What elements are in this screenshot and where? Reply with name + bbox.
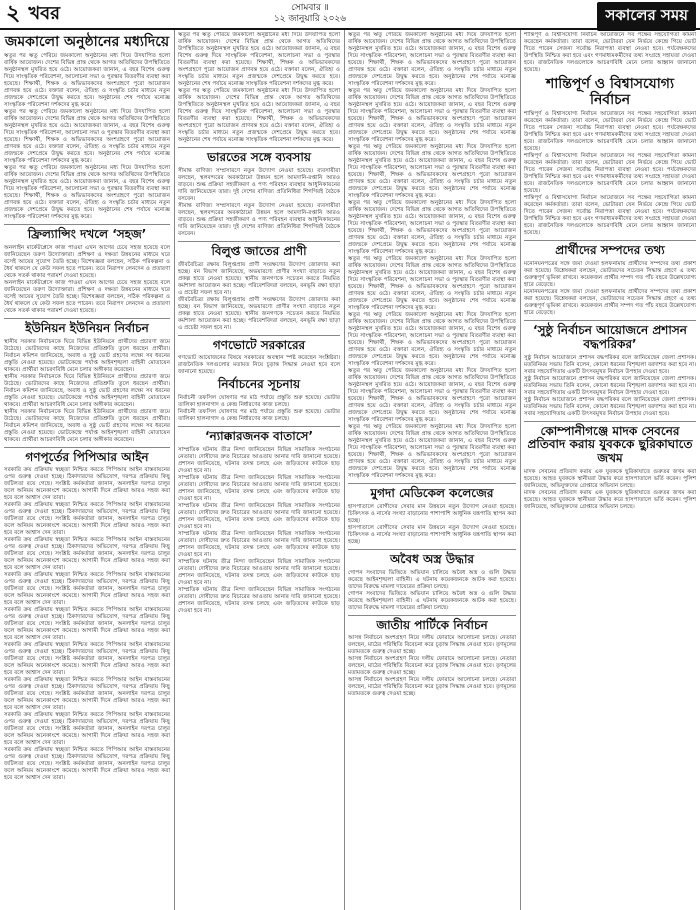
day: সোমবার ॥ bbox=[291, 3, 329, 13]
article-body: ঋতুর পর ঋতু পেরিয়ে জমকালো অনুষ্ঠানের মধ্য দিয়ে উদযাপিত হলো বার্ষিক আয়োজন। দেশের বিভিন্ন প্রান্ত থেকে আগত অতিথিদের উপস্থিতিতে অনুষ্ঠানস্থল মুখরিত হয়ে ওঠে। আয়োজকরা জানান, এ বছর বিশেষ গুরুত্ব দিয়ে সাংস্কৃতিক পরিবেশনা, আলোচনা সভা ও পুরস্কার বিতরণীর ব্যবস্থা করা হয়েছে। শিক্ষার্থী, শিক্ষক ও অভিভাবকদের অংশগ্রহণে পুরো আয়োজন প্রাণবন্ত হয়ে ওঠে। বক্তারা বলেন, ঐতিহ্য ও সংস্কৃতি চর্চার মাধ্যমে নতুন প্রজন্মকে দেশপ্রেমে উদ্বুদ্ধ করতে হবে। অনুষ্ঠানের শেষ পর্যায়ে মনোজ্ঞ সাংস্কৃতিক পরিবেশনা দর্শকদের মুগ্ধ করে। bbox=[348, 424, 516, 479]
article-body: আসন্ন নির্বাচনে অংশগ্রহণ নিয়ে দলীয় ফোরামে আলোচনা চলছে। নেতারা বলছেন, মাঠের পরিস্থিতি বিবেচনা করে চূড়ান্ত সিদ্ধান্ত নেওয়া হবে। তৃণমূলের মতামতকে গুরুত্ব দেওয়া হচ্ছে। bbox=[348, 677, 516, 698]
article-body: সাম্প্রতিক ঘটনায় তীব্র নিন্দা জানিয়েছেন বিভিন্ন সামাজিক সংগঠনের নেতারা। দোষীদের দ্রুত বিচারের আওতায় আনার দাবি জানানো হয়েছে। প্রশাসন জানিয়েছে, ঘটনার তদন্ত চলছে এবং জড়িতদের কাউকে ছাড় দেওয়া হবে না। bbox=[178, 530, 340, 558]
article-body: শান্তিপূর্ণ ও বিশ্বাসযোগ্য নির্বাচন আয়োজনে সব পক্ষের সহযোগিতা কামনা করেছেন কর্মকর্তারা। তারা বলেন, ভোটাররা যেন নির্ভয়ে কেন্দ্রে গিয়ে ভোট দিতে পারেন সেজন্য সর্বোচ্চ নিরাপত্তা ব্যবস্থা নেওয়া হবে। পর্যবেক্ষকদের উপস্থিতি নিশ্চিত করা হবে এবং গণমাধ্যমকর্মীদের তথ্য সংগ্রহে সহায়তা দেওয়া হবে। রাজনৈতিক দলগুলোকে আচরণবিধি মেনে চলার আহ্বান জানানো হয়েছে। bbox=[524, 153, 696, 195]
divider bbox=[348, 483, 516, 484]
divider bbox=[178, 147, 340, 148]
headline: ইউনিয়ন ইউনিয়ন নির্বাচন bbox=[25, 320, 149, 335]
article bbox=[4, 34, 170, 221]
column-1 bbox=[4, 32, 170, 907]
headline: গণপূর্তের পিপিআর আইন bbox=[25, 449, 149, 464]
article-body: সাম্প্রতিক ঘটনায় তীব্র নিন্দা জানিয়েছেন বিভিন্ন সামাজিক সংগঠনের নেতারা। দোষীদের দ্রুত বিচারের আওতায় আনার দাবি জানানো হয়েছে। প্রশাসন জানিয়েছে, ঘটনার তদন্ত চলছে এবং জড়িতদের কাউকে ছাড় দেওয়া হবে না। bbox=[178, 474, 340, 502]
article-body: শান্তিপূর্ণ ও বিশ্বাসযোগ্য নির্বাচন আয়োজনে সব পক্ষের সহযোগিতা কামনা করেছেন কর্মকর্তারা। তারা বলেন, ভোটাররা যেন নির্ভয়ে কেন্দ্রে গিয়ে ভোট দিতে পারেন সেজন্য সর্বোচ্চ নিরাপত্তা ব্যবস্থা নেওয়া হবে। পর্যবেক্ষকদের উপস্থিতি নিশ্চিত করা হবে এবং গণমাধ্যমকর্মীদের তথ্য সংগ্রহে সহায়তা দেওয়া হবে। রাজনৈতিক দলগুলোকে আচরণবিধি মেনে চলার আহ্বান জানানো হয়েছে। bbox=[524, 32, 696, 73]
article-body: সরকারি ক্রয় প্রক্রিয়ায় স্বচ্ছতা নিশ্চিত করতে পিপিআর আইন বাস্তবায়নের ওপর গুরুত্ব দেওয়া হচ্ছে। ঠিকাদারদের অভিযোগ, দরপত্র প্রক্রিয়ায় কিছু জটিলতা রয়ে গেছে। সংশ্লিষ্ট কর্মকর্তারা জানান, অনলাইন দরপত্র চালুর ফলে অনিয়ম অনেকাংশে কমেছে। আগামী দিনে প্রক্রিয়া আরও সহজ করা হবে বলে আশ্বাস দেন তারা। bbox=[4, 467, 170, 502]
article-body: গণভোট আয়োজনের বিষয়ে সরকারের অবস্থান স্পষ্ট করেছেন সংশ্লিষ্টরা। রাজনৈতিক দলগুলোর মতামত নিয়ে চূড়ান্ত সিদ্ধান্ত নেওয়া হবে বলে জানানো হয়েছে। bbox=[178, 355, 340, 376]
divider bbox=[348, 615, 516, 616]
column-2 bbox=[178, 32, 340, 907]
article-body: সরকারি ক্রয় প্রক্রিয়ায় স্বচ্ছতা নিশ্চিত করতে পিপিআর আইন বাস্তবায়নের ওপর গুরুত্ব দেওয়া হচ্ছে। ঠিকাদারদের অভিযোগ, দরপত্র প্রক্রিয়ায় কিছু জটিলতা রয়ে গেছে। সংশ্লিষ্ট কর্মকর্তারা জানান, অনলাইন দরপত্র চালুর ফলে অনিয়ম অনেকাংশে কমেছে। আগামী দিনে প্রক্রিয়া আরও সহজ করা হবে বলে আশ্বাস দেন তারা। bbox=[4, 642, 170, 677]
divider bbox=[178, 426, 340, 427]
article-body: মাদক সেবনের প্রতিবাদ করায় এক যুবককে ছুরিকাঘাতে গুরুতর জখম করা হয়েছে। আহত যুবককে স্থানীয়রা উদ্ধার করে হাসপাতালে ভর্তি করেন। পুলিশ জানিয়েছে, অভিযুক্তদের গ্রেপ্তারে অভিযান চলছে। bbox=[524, 489, 696, 510]
article bbox=[4, 451, 170, 783]
article-body: আসন্ন নির্বাচনে অংশগ্রহণ নিয়ে দলীয় ফোরামে আলোচনা চলছে। নেতারা বলছেন, মাঠের পরিস্থিতি বিবেচনা করে চূড়ান্ত সিদ্ধান্ত নেওয়া হবে। তৃণমূলের মতামতকে গুরুত্ব দেওয়া হচ্ছে। bbox=[348, 635, 516, 656]
divider bbox=[4, 447, 170, 448]
article-body: ঋতুর পর ঋতু পেরিয়ে জমকালো অনুষ্ঠানের মধ্য দিয়ে উদযাপিত হলো বার্ষিক আয়োজন। দেশের বিভিন্ন প্রান্ত থেকে আগত অতিথিদের উপস্থিতিতে অনুষ্ঠানস্থল মুখরিত হয়ে ওঠে। আয়োজকরা জানান, এ বছর বিশেষ গুরুত্ব দিয়ে সাংস্কৃতিক পরিবেশনা, আলোচনা সভা ও পুরস্কার বিতরণীর ব্যবস্থা করা হয়েছে। শিক্ষার্থী, শিক্ষক ও অভিভাবকদের অংশগ্রহণে পুরো আয়োজন প্রাণবন্ত হয়ে ওঠে। বক্তারা বলেন, ঐতিহ্য ও সংস্কৃতি চর্চার মাধ্যমে নতুন প্রজন্মকে দেশপ্রেমে উদ্বুদ্ধ করতে হবে। অনুষ্ঠানের শেষ পর্যায়ে মনোজ্ঞ সাংস্কৃতিক পরিবেশনা দর্শকদের মুগ্ধ করে। bbox=[4, 109, 170, 165]
article-body: অনলাইন মার্কেটপ্লেসে কাজ পাওয়া এখন আগের চেয়ে সহজ হয়েছে বলে জানিয়েছেন তরুণ উদ্যোক্তারা। প্রশিক্ষণ ও দক্ষতা উন্নয়নের মাধ্যমে ঘরে বসেই আয়ের সুযোগ তৈরি হচ্ছে। বিশেষজ্ঞরা বলছেন, সঠিক পরিকল্পনা ও ধৈর্য থাকলে যে কেউ সফল হতে পারেন। তবে নিরাপদ লেনদেন ও প্রতারণা থেকে সতর্ক থাকার পরামর্শ দেওয়া হয়েছে। bbox=[4, 244, 170, 279]
article-body: সরকারি ক্রয় প্রক্রিয়ায় স্বচ্ছতা নিশ্চিত করতে পিপিআর আইন বাস্তবায়নের ওপর গুরুত্ব দেওয়া হচ্ছে। ঠিকাদারদের অভিযোগ, দরপত্র প্রক্রিয়ায় কিছু জটিলতা রয়ে গেছে। সংশ্লিষ্ট কর্মকর্তারা জানান, অনলাইন দরপত্র চালুর ফলে অনিয়ম অনেকাংশে কমেছে। আগামী দিনে প্রক্রিয়া আরও সহজ করা হবে বলে আশ্বাস দেন তারা। bbox=[4, 572, 170, 607]
article-body: সাম্প্রতিক ঘটনায় তীব্র নিন্দা জানিয়েছেন বিভিন্ন সামাজিক সংগঠনের নেতারা। দোষীদের দ্রুত বিচারের আওতায় আনার দাবি জানানো হয়েছে। প্রশাসন জানিয়েছে, ঘটনার তদন্ত চলছে এবং জড়িতদের কাউকে ছাড় দেওয়া হবে না। bbox=[178, 558, 340, 586]
article-body: ঋতুর পর ঋতু পেরিয়ে জমকালো অনুষ্ঠানের মধ্য দিয়ে উদযাপিত হলো বার্ষিক আয়োজন। দেশের বিভিন্ন প্রান্ত থেকে আগত অতিথিদের উপস্থিতিতে অনুষ্ঠানস্থল মুখরিত হয়ে ওঠে। আয়োজকরা জানান, এ বছর বিশেষ গুরুত্ব দিয়ে সাংস্কৃতিক পরিবেশনা, আলোচনা সভা ও পুরস্কার বিতরণীর ব্যবস্থা করা হয়েছে। শিক্ষার্থী, শিক্ষক ও অভিভাবকদের অংশগ্রহণে পুরো আয়োজন প্রাণবন্ত হয়ে ওঠে। বক্তারা বলেন, ঐতিহ্য ও সংস্কৃতি চর্চার মাধ্যমে নতুন প্রজন্মকে দেশপ্রেমে উদ্বুদ্ধ করতে হবে। অনুষ্ঠানের শেষ পর্যায়ে মনোজ্ঞ সাংস্কৃতিক পরিবেশনা দর্শকদের মুগ্ধ করে। bbox=[4, 165, 170, 221]
article-body: ঋতুর পর ঋতু পেরিয়ে জমকালো অনুষ্ঠানের মধ্য দিয়ে উদযাপিত হলো বার্ষিক আয়োজন। দেশের বিভিন্ন প্রান্ত থেকে আগত অতিথিদের উপস্থিতিতে অনুষ্ঠানস্থল মুখরিত হয়ে ওঠে। আয়োজকরা জানান, এ বছর বিশেষ গুরুত্ব দিয়ে সাংস্কৃতিক পরিবেশনা, আলোচনা সভা ও পুরস্কার বিতরণীর ব্যবস্থা করা হয়েছে। শিক্ষার্থী, শিক্ষক ও অভিভাবকদের অংশগ্রহণে পুরো আয়োজন প্রাণবন্ত হয়ে ওঠে। বক্তারা বলেন, ঐতিহ্য ও সংস্কৃতি চর্চার মাধ্যমে নতুন প্রজন্মকে দেশপ্রেমে উদ্বুদ্ধ করতে হবে। অনুষ্ঠানের শেষ পর্যায়ে মনোজ্ঞ সাংস্কৃতিক পরিবেশনা দর্শকদের মুগ্ধ করে। bbox=[4, 53, 170, 109]
column-rule bbox=[344, 30, 345, 910]
headline: ‘সুষ্ঠু নির্বাচন আয়োজনে প্রশাসন বদ্ধপরিকর’ bbox=[533, 322, 687, 351]
article-body: স্থানীয় সরকার নির্বাচনকে ঘিরে বিভিন্ন ইউনিয়নে প্রার্থীদের প্রচারণা জমে উঠেছে। ভোটারদের কাছে নিজেদের প্রতিশ্রুতি তুলে ধরছেন প্রার্থীরা। নির্বাচন কমিশন জানিয়েছে, অবাধ ও সুষ্ঠু ভোট গ্রহণের লক্ষ্যে সব ধরনের প্রস্তুতি নেওয়া হয়েছে। ভোটকেন্দ্রে পর্যাপ্ত আইনশৃঙ্খলা বাহিনী মোতায়েন থাকবে। প্রার্থীরা আচরণবিধি মেনে চলার অঙ্গীকার করেছেন। bbox=[4, 373, 170, 408]
article-body: ঋতুর পর ঋতু পেরিয়ে জমকালো অনুষ্ঠানের মধ্য দিয়ে উদযাপিত হলো বার্ষিক আয়োজন। দেশের বিভিন্ন প্রান্ত থেকে আগত অতিথিদের উপস্থিতিতে অনুষ্ঠানস্থল মুখরিত হয়ে ওঠে। আয়োজকরা জানান, এ বছর বিশেষ গুরুত্ব দিয়ে সাংস্কৃতিক পরিবেশনা, আলোচনা সভা ও পুরস্কার বিতরণীর ব্যবস্থা করা হয়েছে। শিক্ষার্থী, শিক্ষক ও অভিভাবকদের অংশগ্রহণে পুরো আয়োজন প্রাণবন্ত হয়ে ওঠে। বক্তারা বলেন, ঐতিহ্য ও সংস্কৃতি চর্চার মাধ্যমে নতুন প্রজন্মকে দেশপ্রেমে উদ্বুদ্ধ করতে হবে। অনুষ্ঠানের শেষ পর্যায়ে মনোজ্ঞ সাংস্কৃতিক পরিবেশনা দর্শকদের মুগ্ধ করে। bbox=[348, 88, 516, 143]
article-body: হাসপাতালে রোগীদের সেবার মান উন্নয়নে নতুন উদ্যোগ নেওয়া হয়েছে। চিকিৎসক ও নার্সের সংখ্যা বাড়ানোর পাশাপাশি আধুনিক যন্ত্রপাতি স্থাপন করা হচ্ছে। bbox=[348, 524, 516, 545]
article-body: নির্বাচনী তফসিল ঘোষণার পর মাঠ পর্যায়ে প্রস্তুতি শুরু হয়েছে। ভোটার তালিকা হালনাগাদ ও কেন্দ্র নির্ধারণের কাজ চলছে। bbox=[178, 409, 340, 423]
article-body: সীমান্ত বাণিজ্য সম্প্রসারণে নতুন উদ্যোগ নেওয়া হয়েছে। ব্যবসায়ীরা বলছেন, স্থলবন্দরের অবকাঠামো উন্নয়ন হলে আমদানি-রপ্তানি আরও বাড়বে। শুল্ক প্রক্রিয়া সহজীকরণ ও পণ্য পরিবহন ব্যবস্থার আধুনিকায়নের দাবি জানিয়েছেন তারা। দুই দেশের বাণিজ্য প্রতিনিধিরা শিগগিরই বৈঠকে বসবেন। bbox=[178, 167, 340, 202]
article-body: সরকারি ক্রয় প্রক্রিয়ায় স্বচ্ছতা নিশ্চিত করতে পিপিআর আইন বাস্তবায়নের ওপর গুরুত্ব দেওয়া হচ্ছে। ঠিকাদারদের অভিযোগ, দরপত্র প্রক্রিয়ায় কিছু জটিলতা রয়ে গেছে। সংশ্লিষ্ট কর্মকর্তারা জানান, অনলাইন দরপত্র চালুর ফলে অনিয়ম অনেকাংশে কমেছে। আগামী দিনে প্রক্রিয়া আরও সহজ করা হবে বলে আশ্বাস দেন তারা। bbox=[4, 677, 170, 712]
column-3 bbox=[348, 32, 516, 907]
headline: প্রার্থীদের সম্পদের তথ্য bbox=[555, 243, 665, 258]
article-body: জীববৈচিত্র্য রক্ষায় বিলুপ্তপ্রায় প্রাণী সংরক্ষণের উদ্যোগ জোরদার করা হচ্ছে। বন বিভাগ জানিয়েছে, অভয়ারণ্যে প্রাণীর সংখ্যা বাড়াতে নতুন প্রকল্প হাতে নেওয়া হয়েছে। স্থানীয় জনগণকে সচেতন করতে নিয়মিত কর্মশালা আয়োজন করা হচ্ছে। পরিবেশবিদরা বলছেন, বনভূমি রক্ষা ছাড়া এ প্রচেষ্টা সফল হবে না। bbox=[178, 296, 340, 331]
page-number: ২ bbox=[6, 0, 21, 26]
article-body: সাম্প্রতিক ঘটনায় তীব্র নিন্দা জানিয়েছেন বিভিন্ন সামাজিক সংগঠনের নেতারা। দোষীদের দ্রুত বিচারের আওতায় আনার দাবি জানানো হয়েছে। প্রশাসন জানিয়েছে, ঘটনার তদন্ত চলছে এবং জড়িতদের কাউকে ছাড় দেওয়া হবে না। bbox=[178, 502, 340, 530]
article-body: ঋতুর পর ঋতু পেরিয়ে জমকালো অনুষ্ঠানের মধ্য দিয়ে উদযাপিত হলো বার্ষিক আয়োজন। দেশের বিভিন্ন প্রান্ত থেকে আগত অতিথিদের উপস্থিতিতে অনুষ্ঠানস্থল মুখরিত হয়ে ওঠে। আয়োজকরা জানান, এ বছর বিশেষ গুরুত্ব দিয়ে সাংস্কৃতিক পরিবেশনা, আলোচনা সভা ও পুরস্কার বিতরণীর ব্যবস্থা করা হয়েছে। শিক্ষার্থী, শিক্ষক ও অভিভাবকদের অংশগ্রহণে পুরো আয়োজন প্রাণবন্ত হয়ে ওঠে। বক্তারা বলেন, ঐতিহ্য ও সংস্কৃতি চর্চার মাধ্যমে নতুন প্রজন্মকে দেশপ্রেমে উদ্বুদ্ধ করতে হবে। অনুষ্ঠানের শেষ পর্যায়ে মনোজ্ঞ সাংস্কৃতিক পরিবেশনা দর্শকদের মুগ্ধ করে। bbox=[348, 256, 516, 311]
dateline bbox=[240, 3, 380, 25]
article-body: গোপন সংবাদের ভিত্তিতে অভিযান চালিয়ে অবৈধ অস্ত্র ও গুলি উদ্ধার করেছে আইনশৃঙ্খলা বাহিনী। এ ঘটনায় কয়েকজনকে আটক করা হয়েছে। তাদের বিরুদ্ধে মামলা দায়েরের প্রক্রিয়া চলছে। bbox=[348, 569, 516, 590]
column-rule bbox=[174, 30, 175, 910]
divider bbox=[524, 320, 696, 321]
divider bbox=[348, 549, 516, 550]
article-body: গোপন সংবাদের ভিত্তিতে অভিযান চালিয়ে অবৈধ অস্ত্র ও গুলি উদ্ধার করেছে আইনশৃঙ্খলা বাহিনী। এ ঘটনায় কয়েকজনকে আটক করা হয়েছে। তাদের বিরুদ্ধে মামলা দায়েরের প্রক্রিয়া চলছে। bbox=[348, 590, 516, 611]
article-body: শান্তিপূর্ণ ও বিশ্বাসযোগ্য নির্বাচন আয়োজনে সব পক্ষের সহযোগিতা কামনা করেছেন কর্মকর্তারা। তারা বলেন, ভোটাররা যেন নির্ভয়ে কেন্দ্রে গিয়ে ভোট দিতে পারেন সেজন্য সর্বোচ্চ নিরাপত্তা ব্যবস্থা নেওয়া হবে। পর্যবেক্ষকদের উপস্থিতি নিশ্চিত করা হবে এবং গণমাধ্যমকর্মীদের তথ্য সংগ্রহে সহায়তা দেওয়া হবে। রাজনৈতিক দলগুলোকে আচরণবিধি মেনে চলার আহ্বান জানানো হয়েছে। bbox=[524, 111, 696, 153]
article-body: ঋতুর পর ঋতু পেরিয়ে জমকালো অনুষ্ঠানের মধ্য দিয়ে উদযাপিত হলো বার্ষিক আয়োজন। দেশের বিভিন্ন প্রান্ত থেকে আগত অতিথিদের উপস্থিতিতে অনুষ্ঠানস্থল মুখরিত হয়ে ওঠে। আয়োজকরা জানান, এ বছর বিশেষ গুরুত্ব দিয়ে সাংস্কৃতিক পরিবেশনা, আলোচনা সভা ও পুরস্কার বিতরণীর ব্যবস্থা করা হয়েছে। শিক্ষার্থী, শিক্ষক ও অভিভাবকদের অংশগ্রহণে পুরো আয়োজন প্রাণবন্ত হয়ে ওঠে। বক্তারা বলেন, ঐতিহ্য ও সংস্কৃতি চর্চার মাধ্যমে নতুন প্রজন্মকে দেশপ্রেমে উদ্বুদ্ধ করতে হবে। অনুষ্ঠানের শেষ পর্যায়ে মনোজ্ঞ সাংস্কৃতিক পরিবেশনা দর্শকদের মুগ্ধ করে। bbox=[178, 88, 340, 143]
article-body: সরকারি ক্রয় প্রক্রিয়ায় স্বচ্ছতা নিশ্চিত করতে পিপিআর আইন বাস্তবায়নের ওপর গুরুত্ব দেওয়া হচ্ছে। ঠিকাদারদের অভিযোগ, দরপত্র প্রক্রিয়ায় কিছু জটিলতা রয়ে গেছে। সংশ্লিষ্ট কর্মকর্তারা জানান, অনলাইন দরপত্র চালুর ফলে অনিয়ম অনেকাংশে কমেছে। আগামী দিনে প্রক্রিয়া আরও সহজ করা হবে বলে আশ্বাস দেন তারা। bbox=[4, 537, 170, 572]
headline: মুগদা মেডিকেল কলেজের bbox=[370, 486, 494, 500]
article-body: ঋতুর পর ঋতু পেরিয়ে জমকালো অনুষ্ঠানের মধ্য দিয়ে উদযাপিত হলো বার্ষিক আয়োজন। দেশের বিভিন্ন প্রান্ত থেকে আগত অতিথিদের উপস্থিতিতে অনুষ্ঠানস্থল মুখরিত হয়ে ওঠে। আয়োজকরা জানান, এ বছর বিশেষ গুরুত্ব দিয়ে সাংস্কৃতিক পরিবেশনা, আলোচনা সভা ও পুরস্কার বিতরণীর ব্যবস্থা করা হয়েছে। শিক্ষার্থী, শিক্ষক ও অভিভাবকদের অংশগ্রহণে পুরো আয়োজন প্রাণবন্ত হয়ে ওঠে। বক্তারা বলেন, ঐতিহ্য ও সংস্কৃতি চর্চার মাধ্যমে নতুন প্রজন্মকে দেশপ্রেমে উদ্বুদ্ধ করতে হবে। অনুষ্ঠানের শেষ পর্যায়ে মনোজ্ঞ সাংস্কৃতিক পরিবেশনা দর্শকদের মুগ্ধ করে। bbox=[348, 368, 516, 423]
date: ১২ জানুয়ারি ২০২৬ bbox=[273, 14, 347, 24]
newspaper-logo: সকালের সময় bbox=[597, 2, 696, 31]
article-body: সীমান্ত বাণিজ্য সম্প্রসারণে নতুন উদ্যোগ নেওয়া হয়েছে। ব্যবসায়ীরা বলছেন, স্থলবন্দরের অবকাঠামো উন্নয়ন হলে আমদানি-রপ্তানি আরও বাড়বে। শুল্ক প্রক্রিয়া সহজীকরণ ও পণ্য পরিবহন ব্যবস্থার আধুনিকায়নের দাবি জানিয়েছেন তারা। দুই দেশের বাণিজ্য প্রতিনিধিরা শিগগিরই বৈঠকে বসবেন। bbox=[178, 202, 340, 237]
article-body: ঋতুর পর ঋতু পেরিয়ে জমকালো অনুষ্ঠানের মধ্য দিয়ে উদযাপিত হলো বার্ষিক আয়োজন। দেশের বিভিন্ন প্রান্ত থেকে আগত অতিথিদের উপস্থিতিতে অনুষ্ঠানস্থল মুখরিত হয়ে ওঠে। আয়োজকরা জানান, এ বছর বিশেষ গুরুত্ব দিয়ে সাংস্কৃতিক পরিবেশনা, আলোচনা সভা ও পুরস্কার বিতরণীর ব্যবস্থা করা হয়েছে। শিক্ষার্থী, শিক্ষক ও অভিভাবকদের অংশগ্রহণে পুরো আয়োজন প্রাণবন্ত হয়ে ওঠে। বক্তারা বলেন, ঐতিহ্য ও সংস্কৃতি চর্চার মাধ্যমে নতুন প্রজন্মকে দেশপ্রেমে উদ্বুদ্ধ করতে হবে। অনুষ্ঠানের শেষ পর্যায়ে মনোজ্ঞ সাংস্কৃতিক পরিবেশনা দর্শকদের মুগ্ধ করে। bbox=[348, 312, 516, 367]
article bbox=[4, 322, 170, 444]
headline: বিলুপ্ত জাতের প্রাণী bbox=[211, 243, 307, 258]
article-body: সুষ্ঠু নির্বাচন আয়োজনে প্রশাসন বদ্ধপরিকর বলে জানিয়েছেন জেলা প্রশাসক। মতবিনিময় সভায় তিনি বলেন, কোনো ধরনের বিশৃঙ্খলা বরদাশত করা হবে না। সবার সহযোগিতায় একটি উৎসবমুখর নির্বাচন উপহার দেওয়া হবে। bbox=[524, 354, 696, 375]
headline: শান্তিপূর্ণ ও বিশ্বাসযোগ্য নির্বাচন bbox=[545, 76, 675, 109]
divider bbox=[178, 241, 340, 242]
article-body: আসন্ন নির্বাচনে অংশগ্রহণ নিয়ে দলীয় ফোরামে আলোচনা চলছে। নেতারা বলছেন, মাঠের পরিস্থিতি বিবেচনা করে চূড়ান্ত সিদ্ধান্ত নেওয়া হবে। তৃণমূলের মতামতকে গুরুত্ব দেওয়া হচ্ছে। bbox=[348, 656, 516, 677]
divider bbox=[4, 224, 170, 225]
article-body: অনলাইন মার্কেটপ্লেসে কাজ পাওয়া এখন আগের চেয়ে সহজ হয়েছে বলে জানিয়েছেন তরুণ উদ্যোক্তারা। প্রশিক্ষণ ও দক্ষতা উন্নয়নের মাধ্যমে ঘরে বসেই আয়ের সুযোগ তৈরি হচ্ছে। বিশেষজ্ঞরা বলছেন, সঠিক পরিকল্পনা ও ধৈর্য থাকলে যে কেউ সফল হতে পারেন। তবে নিরাপদ লেনদেন ও প্রতারণা থেকে সতর্ক থাকার পরামর্শ দেওয়া হয়েছে। bbox=[4, 279, 170, 314]
article-body: মনোনয়নপত্রের সঙ্গে জমা দেওয়া হলফনামায় প্রার্থীদের সম্পদের তথ্য প্রকাশ করা হয়েছে। বিশ্লেষকরা বলছেন, ভোটারদের সচেতন সিদ্ধান্ত গ্রহণে এ তথ্য গুরুত্বপূর্ণ ভূমিকা রাখবে। কয়েকজন প্রার্থীর সম্পদ গত পাঁচ বছরে উল্লেখযোগ্য হারে বেড়েছে। bbox=[524, 288, 696, 316]
headline: ভারতের সঙ্গে ব্যবসায় bbox=[207, 150, 311, 164]
divider bbox=[178, 335, 340, 336]
divider bbox=[4, 318, 170, 319]
article bbox=[4, 228, 170, 315]
article-body: মনোনয়নপত্রের সঙ্গে জমা দেওয়া হলফনামায় প্রার্থীদের সম্পদের তথ্য প্রকাশ করা হয়েছে। বিশ্লেষকরা বলছেন, ভোটারদের সচেতন সিদ্ধান্ত গ্রহণে এ তথ্য গুরুত্বপূর্ণ ভূমিকা রাখবে। কয়েকজন প্রার্থীর সম্পদ গত পাঁচ বছরে উল্লেখযোগ্য হারে বেড়েছে। bbox=[524, 260, 696, 288]
article-body: সাম্প্রতিক ঘটনায় তীব্র নিন্দা জানিয়েছেন বিভিন্ন সামাজিক সংগঠনের নেতারা। দোষীদের দ্রুত বিচারের আওতায় আনার দাবি জানানো হয়েছে। প্রশাসন জানিয়েছে, ঘটনার তদন্ত চলছে এবং জড়িতদের কাউকে ছাড় দেওয়া হবে না। bbox=[178, 446, 340, 474]
article-body: হাসপাতালে রোগীদের সেবার মান উন্নয়নে নতুন উদ্যোগ নেওয়া হয়েছে। চিকিৎসক ও নার্সের সংখ্যা বাড়ানোর পাশাপাশি আধুনিক যন্ত্রপাতি স্থাপন করা হচ্ছে। bbox=[348, 503, 516, 524]
article-body: ঋতুর পর ঋতু পেরিয়ে জমকালো অনুষ্ঠানের মধ্য দিয়ে উদযাপিত হলো বার্ষিক আয়োজন। দেশের বিভিন্ন প্রান্ত থেকে আগত অতিথিদের উপস্থিতিতে অনুষ্ঠানস্থল মুখরিত হয়ে ওঠে। আয়োজকরা জানান, এ বছর বিশেষ গুরুত্ব দিয়ে সাংস্কৃতিক পরিবেশনা, আলোচনা সভা ও পুরস্কার বিতরণীর ব্যবস্থা করা হয়েছে। শিক্ষার্থী, শিক্ষক ও অভিভাবকদের অংশগ্রহণে পুরো আয়োজন প্রাণবন্ত হয়ে ওঠে। বক্তারা বলেন, ঐতিহ্য ও সংস্কৃতি চর্চার মাধ্যমে নতুন প্রজন্মকে দেশপ্রেমে উদ্বুদ্ধ করতে হবে। অনুষ্ঠানের শেষ পর্যায়ে মনোজ্ঞ সাংস্কৃতিক পরিবেশনা দর্শকদের মুগ্ধ করে। bbox=[178, 32, 340, 87]
article-body: ঋতুর পর ঋতু পেরিয়ে জমকালো অনুষ্ঠানের মধ্য দিয়ে উদযাপিত হলো বার্ষিক আয়োজন। দেশের বিভিন্ন প্রান্ত থেকে আগত অতিথিদের উপস্থিতিতে অনুষ্ঠানস্থল মুখরিত হয়ে ওঠে। আয়োজকরা জানান, এ বছর বিশেষ গুরুত্ব দিয়ে সাংস্কৃতিক পরিবেশনা, আলোচনা সভা ও পুরস্কার বিতরণীর ব্যবস্থা করা হয়েছে। শিক্ষার্থী, শিক্ষক ও অভিভাবকদের অংশগ্রহণে পুরো আয়োজন প্রাণবন্ত হয়ে ওঠে। বক্তারা বলেন, ঐতিহ্য ও সংস্কৃতি চর্চার মাধ্যমে নতুন প্রজন্মকে দেশপ্রেমে উদ্বুদ্ধ করতে হবে। অনুষ্ঠানের শেষ পর্যায়ে মনোজ্ঞ সাংস্কৃতিক পরিবেশনা দর্শকদের মুগ্ধ করে। bbox=[348, 200, 516, 255]
headline: ‘ন্যাক্কারজনক বাতাসে’ bbox=[204, 429, 314, 444]
article-body: নির্বাচনী তফসিল ঘোষণার পর মাঠ পর্যায়ে প্রস্তুতি শুরু হয়েছে। ভোটার তালিকা হালনাগাদ ও কেন্দ্র নির্ধারণের কাজ চলছে। bbox=[178, 395, 340, 409]
article-body: স্থানীয় সরকার নির্বাচনকে ঘিরে বিভিন্ন ইউনিয়নে প্রার্থীদের প্রচারণা জমে উঠেছে। ভোটারদের কাছে নিজেদের প্রতিশ্রুতি তুলে ধরছেন প্রার্থীরা। নির্বাচন কমিশন জানিয়েছে, অবাধ ও সুষ্ঠু ভোট গ্রহণের লক্ষ্যে সব ধরনের প্রস্তুতি নেওয়া হয়েছে। ভোটকেন্দ্রে পর্যাপ্ত আইনশৃঙ্খলা বাহিনী মোতায়েন থাকবে। প্রার্থীরা আচরণবিধি মেনে চলার অঙ্গীকার করেছেন। bbox=[4, 408, 170, 443]
article-body: শান্তিপূর্ণ ও বিশ্বাসযোগ্য নির্বাচন আয়োজনে সব পক্ষের সহযোগিতা কামনা করেছেন কর্মকর্তারা। তারা বলেন, ভোটাররা যেন নির্ভয়ে কেন্দ্রে গিয়ে ভোট দিতে পারেন সেজন্য সর্বোচ্চ নিরাপত্তা ব্যবস্থা নেওয়া হবে। পর্যবেক্ষকদের উপস্থিতি নিশ্চিত করা হবে এবং গণমাধ্যমকর্মীদের তথ্য সংগ্রহে সহায়তা দেওয়া হবে। রাজনৈতিক দলগুলোকে আচরণবিধি মেনে চলার আহ্বান জানানো হয়েছে। bbox=[524, 195, 696, 237]
article-body: সরকারি ক্রয় প্রক্রিয়ায় স্বচ্ছতা নিশ্চিত করতে পিপিআর আইন বাস্তবায়নের ওপর গুরুত্ব দেওয়া হচ্ছে। ঠিকাদারদের অভিযোগ, দরপত্র প্রক্রিয়ায় কিছু জটিলতা রয়ে গেছে। সংশ্লিষ্ট কর্মকর্তারা জানান, অনলাইন দরপত্র চালুর ফলে অনিয়ম অনেকাংশে কমেছে। আগামী দিনে প্রক্রিয়া আরও সহজ করা হবে বলে আশ্বাস দেন তারা। bbox=[4, 607, 170, 642]
article-body: মাদক সেবনের প্রতিবাদ করায় এক যুবককে ছুরিকাঘাতে গুরুতর জখম করা হয়েছে। আহত যুবককে স্থানীয়রা উদ্ধার করে হাসপাতালে ভর্তি করেন। পুলিশ জানিয়েছে, অভিযুক্তদের গ্রেপ্তারে অভিযান চলছে। bbox=[524, 468, 696, 489]
headline: ফ্রিল্যান্সিং দখলে ‘সহজ’ bbox=[27, 227, 147, 242]
headline: জাতীয় পার্টিকে নির্বাচন bbox=[376, 617, 488, 632]
article-body: সরকারি ক্রয় প্রক্রিয়ায় স্বচ্ছতা নিশ্চিত করতে পিপিআর আইন বাস্তবায়নের ওপর গুরুত্ব দেওয়া হচ্ছে। ঠিকাদারদের অভিযোগ, দরপত্র প্রক্রিয়ায় কিছু জটিলতা রয়ে গেছে। সংশ্লিষ্ট কর্মকর্তারা জানান, অনলাইন দরপত্র চালুর ফলে অনিয়ম অনেকাংশে কমেছে। আগামী দিনে প্রক্রিয়া আরও সহজ করা হবে বলে আশ্বাস দেন তারা। bbox=[4, 502, 170, 537]
column-4 bbox=[524, 32, 696, 907]
headline: কোম্পানীগঞ্জে মাদক সেবনের প্রতিবাদ করায় যুবককে ছুরিকাঘাতে জখম bbox=[527, 423, 693, 466]
masthead bbox=[0, 0, 700, 30]
article-body: সরকারি ক্রয় প্রক্রিয়ায় স্বচ্ছতা নিশ্চিত করতে পিপিআর আইন বাস্তবায়নের ওপর গুরুত্ব দেওয়া হচ্ছে। ঠিকাদারদের অভিযোগ, দরপত্র প্রক্রিয়ায় কিছু জটিলতা রয়ে গেছে। সংশ্লিষ্ট কর্মকর্তারা জানান, অনলাইন দরপত্র চালুর ফলে অনিয়ম অনেকাংশে কমেছে। আগামী দিনে প্রক্রিয়া আরও সহজ করা হবে বলে আশ্বাস দেন তারা। bbox=[4, 712, 170, 747]
article-body: জীববৈচিত্র্য রক্ষায় বিলুপ্তপ্রায় প্রাণী সংরক্ষণের উদ্যোগ জোরদার করা হচ্ছে। বন বিভাগ জানিয়েছে, অভয়ারণ্যে প্রাণীর সংখ্যা বাড়াতে নতুন প্রকল্প হাতে নেওয়া হয়েছে। স্থানীয় জনগণকে সচেতন করতে নিয়মিত কর্মশালা আয়োজন করা হচ্ছে। পরিবেশবিদরা বলছেন, বনভূমি রক্ষা ছাড়া এ প্রচেষ্টা সফল হবে না। bbox=[178, 261, 340, 296]
divider bbox=[524, 421, 696, 422]
column-rule bbox=[520, 30, 521, 910]
article-body: সুষ্ঠু নির্বাচন আয়োজনে প্রশাসন বদ্ধপরিকর বলে জানিয়েছেন জেলা প্রশাসক। মতবিনিময় সভায় তিনি বলেন, কোনো ধরনের বিশৃঙ্খলা বরদাশত করা হবে না। সবার সহযোগিতায় একটি উৎসবমুখর নির্বাচন উপহার দেওয়া হবে। bbox=[524, 375, 696, 396]
headline: নির্বাচনের সূচনায় bbox=[217, 377, 301, 392]
article-body: সরকারি ক্রয় প্রক্রিয়ায় স্বচ্ছতা নিশ্চিত করতে পিপিআর আইন বাস্তবায়নের ওপর গুরুত্ব দেওয়া হচ্ছে। ঠিকাদারদের অভিযোগ, দরপত্র প্রক্রিয়ায় কিছু জটিলতা রয়ে গেছে। সংশ্লিষ্ট কর্মকর্তারা জানান, অনলাইন দরপত্র চালুর ফলে অনিয়ম অনেকাংশে কমেছে। আগামী দিনে প্রক্রিয়া আরও সহজ করা হবে বলে আশ্বাস দেন তারা। bbox=[4, 747, 170, 782]
headline: জমকালো অনুষ্ঠানের মধ্যদিয়ে bbox=[4, 34, 170, 50]
article-body: সাম্প্রতিক ঘটনায় তীব্র নিন্দা জানিয়েছেন বিভিন্ন সামাজিক সংগঠনের নেতারা। দোষীদের দ্রুত বিচারের আওতায় আনার দাবি জানানো হয়েছে। প্রশাসন জানিয়েছে, ঘটনার তদন্ত চলছে এবং জড়িতদের কাউকে ছাড় দেওয়া হবে না। bbox=[178, 586, 340, 614]
article-body: ঋতুর পর ঋতু পেরিয়ে জমকালো অনুষ্ঠানের মধ্য দিয়ে উদযাপিত হলো বার্ষিক আয়োজন। দেশের বিভিন্ন প্রান্ত থেকে আগত অতিথিদের উপস্থিতিতে অনুষ্ঠানস্থল মুখরিত হয়ে ওঠে। আয়োজকরা জানান, এ বছর বিশেষ গুরুত্ব দিয়ে সাংস্কৃতিক পরিবেশনা, আলোচনা সভা ও পুরস্কার বিতরণীর ব্যবস্থা করা হয়েছে। শিক্ষার্থী, শিক্ষক ও অভিভাবকদের অংশগ্রহণে পুরো আয়োজন প্রাণবন্ত হয়ে ওঠে। বক্তারা বলেন, ঐতিহ্য ও সংস্কৃতি চর্চার মাধ্যমে নতুন প্রজন্মকে দেশপ্রেমে উদ্বুদ্ধ করতে হবে। অনুষ্ঠানের শেষ পর্যায়ে মনোজ্ঞ সাংস্কৃতিক পরিবেশনা দর্শকদের মুগ্ধ করে। bbox=[348, 32, 516, 87]
article-body: ঋতুর পর ঋতু পেরিয়ে জমকালো অনুষ্ঠানের মধ্য দিয়ে উদযাপিত হলো বার্ষিক আয়োজন। দেশের বিভিন্ন প্রান্ত থেকে আগত অতিথিদের উপস্থিতিতে অনুষ্ঠানস্থল মুখরিত হয়ে ওঠে। আয়োজকরা জানান, এ বছর বিশেষ গুরুত্ব দিয়ে সাংস্কৃতিক পরিবেশনা, আলোচনা সভা ও পুরস্কার বিতরণীর ব্যবস্থা করা হয়েছে। শিক্ষার্থী, শিক্ষক ও অভিভাবকদের অংশগ্রহণে পুরো আয়োজন প্রাণবন্ত হয়ে ওঠে। বক্তারা বলেন, ঐতিহ্য ও সংস্কৃতি চর্চার মাধ্যমে নতুন প্রজন্মকে দেশপ্রেমে উদ্বুদ্ধ করতে হবে। অনুষ্ঠানের শেষ পর্যায়ে মনোজ্ঞ সাংস্কৃতিক পরিবেশনা দর্শকদের মুগ্ধ করে। bbox=[348, 144, 516, 199]
headline: গণভোটে সরকারের bbox=[212, 337, 306, 352]
section-name: খবর bbox=[28, 2, 61, 24]
article-body: সুষ্ঠু নির্বাচন আয়োজনে প্রশাসন বদ্ধপরিকর বলে জানিয়েছেন জেলা প্রশাসক। মতবিনিময় সভায় তিনি বলেন, কোনো ধরনের বিশৃঙ্খলা বরদাশত করা হবে না। সবার সহযোগিতায় একটি উৎসবমুখর নির্বাচন উপহার দেওয়া হবে। bbox=[524, 396, 696, 417]
headline: অবৈধ অস্ত্র উদ্ধার bbox=[389, 551, 475, 566]
article-body: স্থানীয় সরকার নির্বাচনকে ঘিরে বিভিন্ন ইউনিয়নে প্রার্থীদের প্রচারণা জমে উঠেছে। ভোটারদের কাছে নিজেদের প্রতিশ্রুতি তুলে ধরছেন প্রার্থীরা। নির্বাচন কমিশন জানিয়েছে, অবাধ ও সুষ্ঠু ভোট গ্রহণের লক্ষ্যে সব ধরনের প্রস্তুতি নেওয়া হয়েছে। ভোটকেন্দ্রে পর্যাপ্ত আইনশৃঙ্খলা বাহিনী মোতায়েন থাকবে। প্রার্থীরা আচরণবিধি মেনে চলার অঙ্গীকার করেছেন। bbox=[4, 338, 170, 373]
divider bbox=[524, 240, 696, 241]
